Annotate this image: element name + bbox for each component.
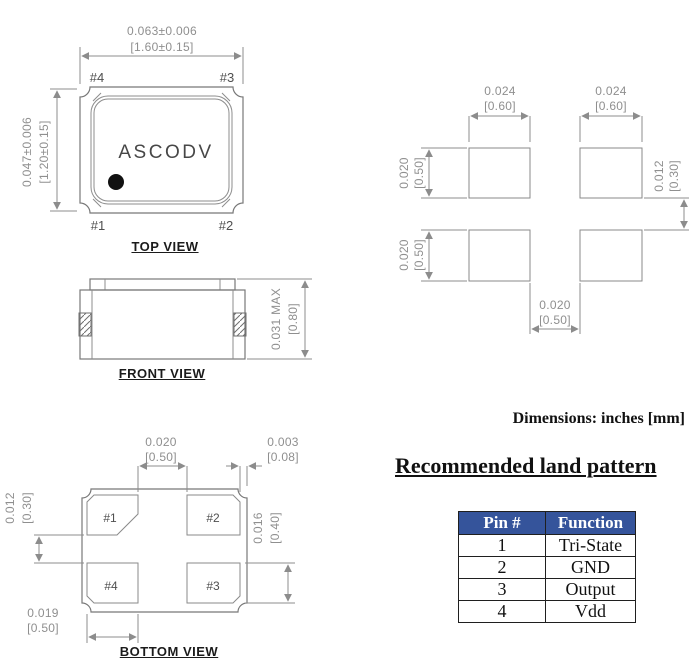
- table-cell-pin: 2: [459, 557, 546, 579]
- table-cell-function: Vdd: [546, 601, 636, 623]
- table-row: [459, 579, 636, 601]
- part-marking-text: ASCODV: [118, 142, 214, 163]
- pad1-label: #1: [103, 511, 117, 525]
- land-pad: [469, 230, 530, 281]
- edge-gap-dim-mm: [0.08]: [267, 450, 299, 464]
- side-pad-hatched: [234, 313, 246, 336]
- lp-pad-width-dim-inches: 0.024: [484, 84, 516, 98]
- table-cell-function: Tri-State: [546, 535, 636, 557]
- table-row: [459, 601, 636, 623]
- edge-gap-dim-inches: 0.003: [267, 435, 299, 449]
- front-view-height-dim-inches: 0.031 MAX: [269, 287, 283, 351]
- body-outline: [80, 290, 245, 359]
- pin3-label: #3: [219, 70, 235, 85]
- lp-pad-height-dim-mm: [0.50]: [412, 157, 426, 189]
- pin1-label: #1: [90, 218, 106, 233]
- front-view-height-dim-mm: [0.80]: [286, 303, 300, 335]
- lp-pad-width-dim-mm: [0.60]: [595, 99, 627, 113]
- top-view-drawing: [0, 0, 320, 260]
- top-view-width-dim-mm: [1.60±0.15]: [130, 40, 194, 54]
- pin1-indicator-dot: [108, 174, 124, 190]
- lp-gap-x-dim-mm: [0.50]: [539, 313, 571, 327]
- lp-gap-y-dim-inches: 0.012: [652, 160, 666, 192]
- top-view-height-dim-mm: [1.20±0.15]: [37, 120, 51, 184]
- side-pad-hatched: [79, 313, 91, 336]
- pad2-label: #2: [206, 511, 220, 525]
- land-pad: [580, 148, 642, 198]
- pad4-label: #4: [104, 579, 118, 593]
- lp-pad-height-dim-inches: 0.020: [397, 239, 411, 271]
- pad-width-dim-inches: 0.019: [27, 606, 59, 620]
- table-row: [459, 557, 636, 579]
- table-cell-pin: 1: [459, 535, 546, 557]
- package-outline: [82, 489, 247, 612]
- gap-y-dim-mm: [0.30]: [20, 492, 34, 524]
- units-note: Dimensions: inches [mm]: [512, 410, 685, 427]
- land-pattern-drawing: [395, 80, 690, 340]
- pin4-label: #4: [89, 70, 105, 85]
- bottom-view-label: BOTTOM VIEW: [119, 644, 219, 659]
- bottom-view-drawing: [0, 430, 320, 671]
- pin-function-table: [458, 511, 636, 623]
- front-view-label: FRONT VIEW: [118, 366, 206, 381]
- land-pad: [580, 230, 642, 281]
- pad-height-dim-mm: [0.40]: [268, 512, 282, 544]
- table-header-function: Function: [546, 512, 636, 535]
- table-cell-function: Output: [546, 579, 636, 601]
- pin2-label: #2: [218, 218, 234, 233]
- land-pad: [469, 148, 530, 198]
- pad-height-dim-inches: 0.016: [251, 512, 265, 544]
- top-view-height-dim-inches: 0.047±0.006: [20, 117, 34, 187]
- lp-gap-y-dim-mm: [0.30]: [667, 160, 681, 192]
- top-view-width-dim-inches: 0.063±0.006: [127, 24, 197, 38]
- lp-pad-height-dim-inches: 0.020: [397, 157, 411, 189]
- table-cell-function: GND: [546, 557, 636, 579]
- gap-x-dim-mm: [0.50]: [145, 450, 177, 464]
- lp-pad-height-dim-mm: [0.50]: [412, 239, 426, 271]
- top-view-label: TOP VIEW: [131, 239, 199, 254]
- table-header-row: [459, 512, 636, 535]
- lp-gap-x-dim-inches: 0.020: [539, 298, 571, 312]
- lp-pad-width-dim-inches: 0.024: [595, 84, 627, 98]
- table-cell-pin: 3: [459, 579, 546, 601]
- table-cell-pin: 4: [459, 601, 546, 623]
- land-pattern-heading: Recommended land pattern: [395, 453, 657, 478]
- lid-outline: [90, 279, 235, 290]
- lp-pad-width-dim-mm: [0.60]: [484, 99, 516, 113]
- table-header-pin: Pin #: [459, 512, 546, 535]
- pad3-label: #3: [206, 579, 220, 593]
- gap-y-dim-inches: 0.012: [3, 492, 17, 524]
- pad-width-dim-mm: [0.50]: [27, 621, 59, 635]
- gap-x-dim-inches: 0.020: [145, 435, 177, 449]
- table-row: [459, 535, 636, 557]
